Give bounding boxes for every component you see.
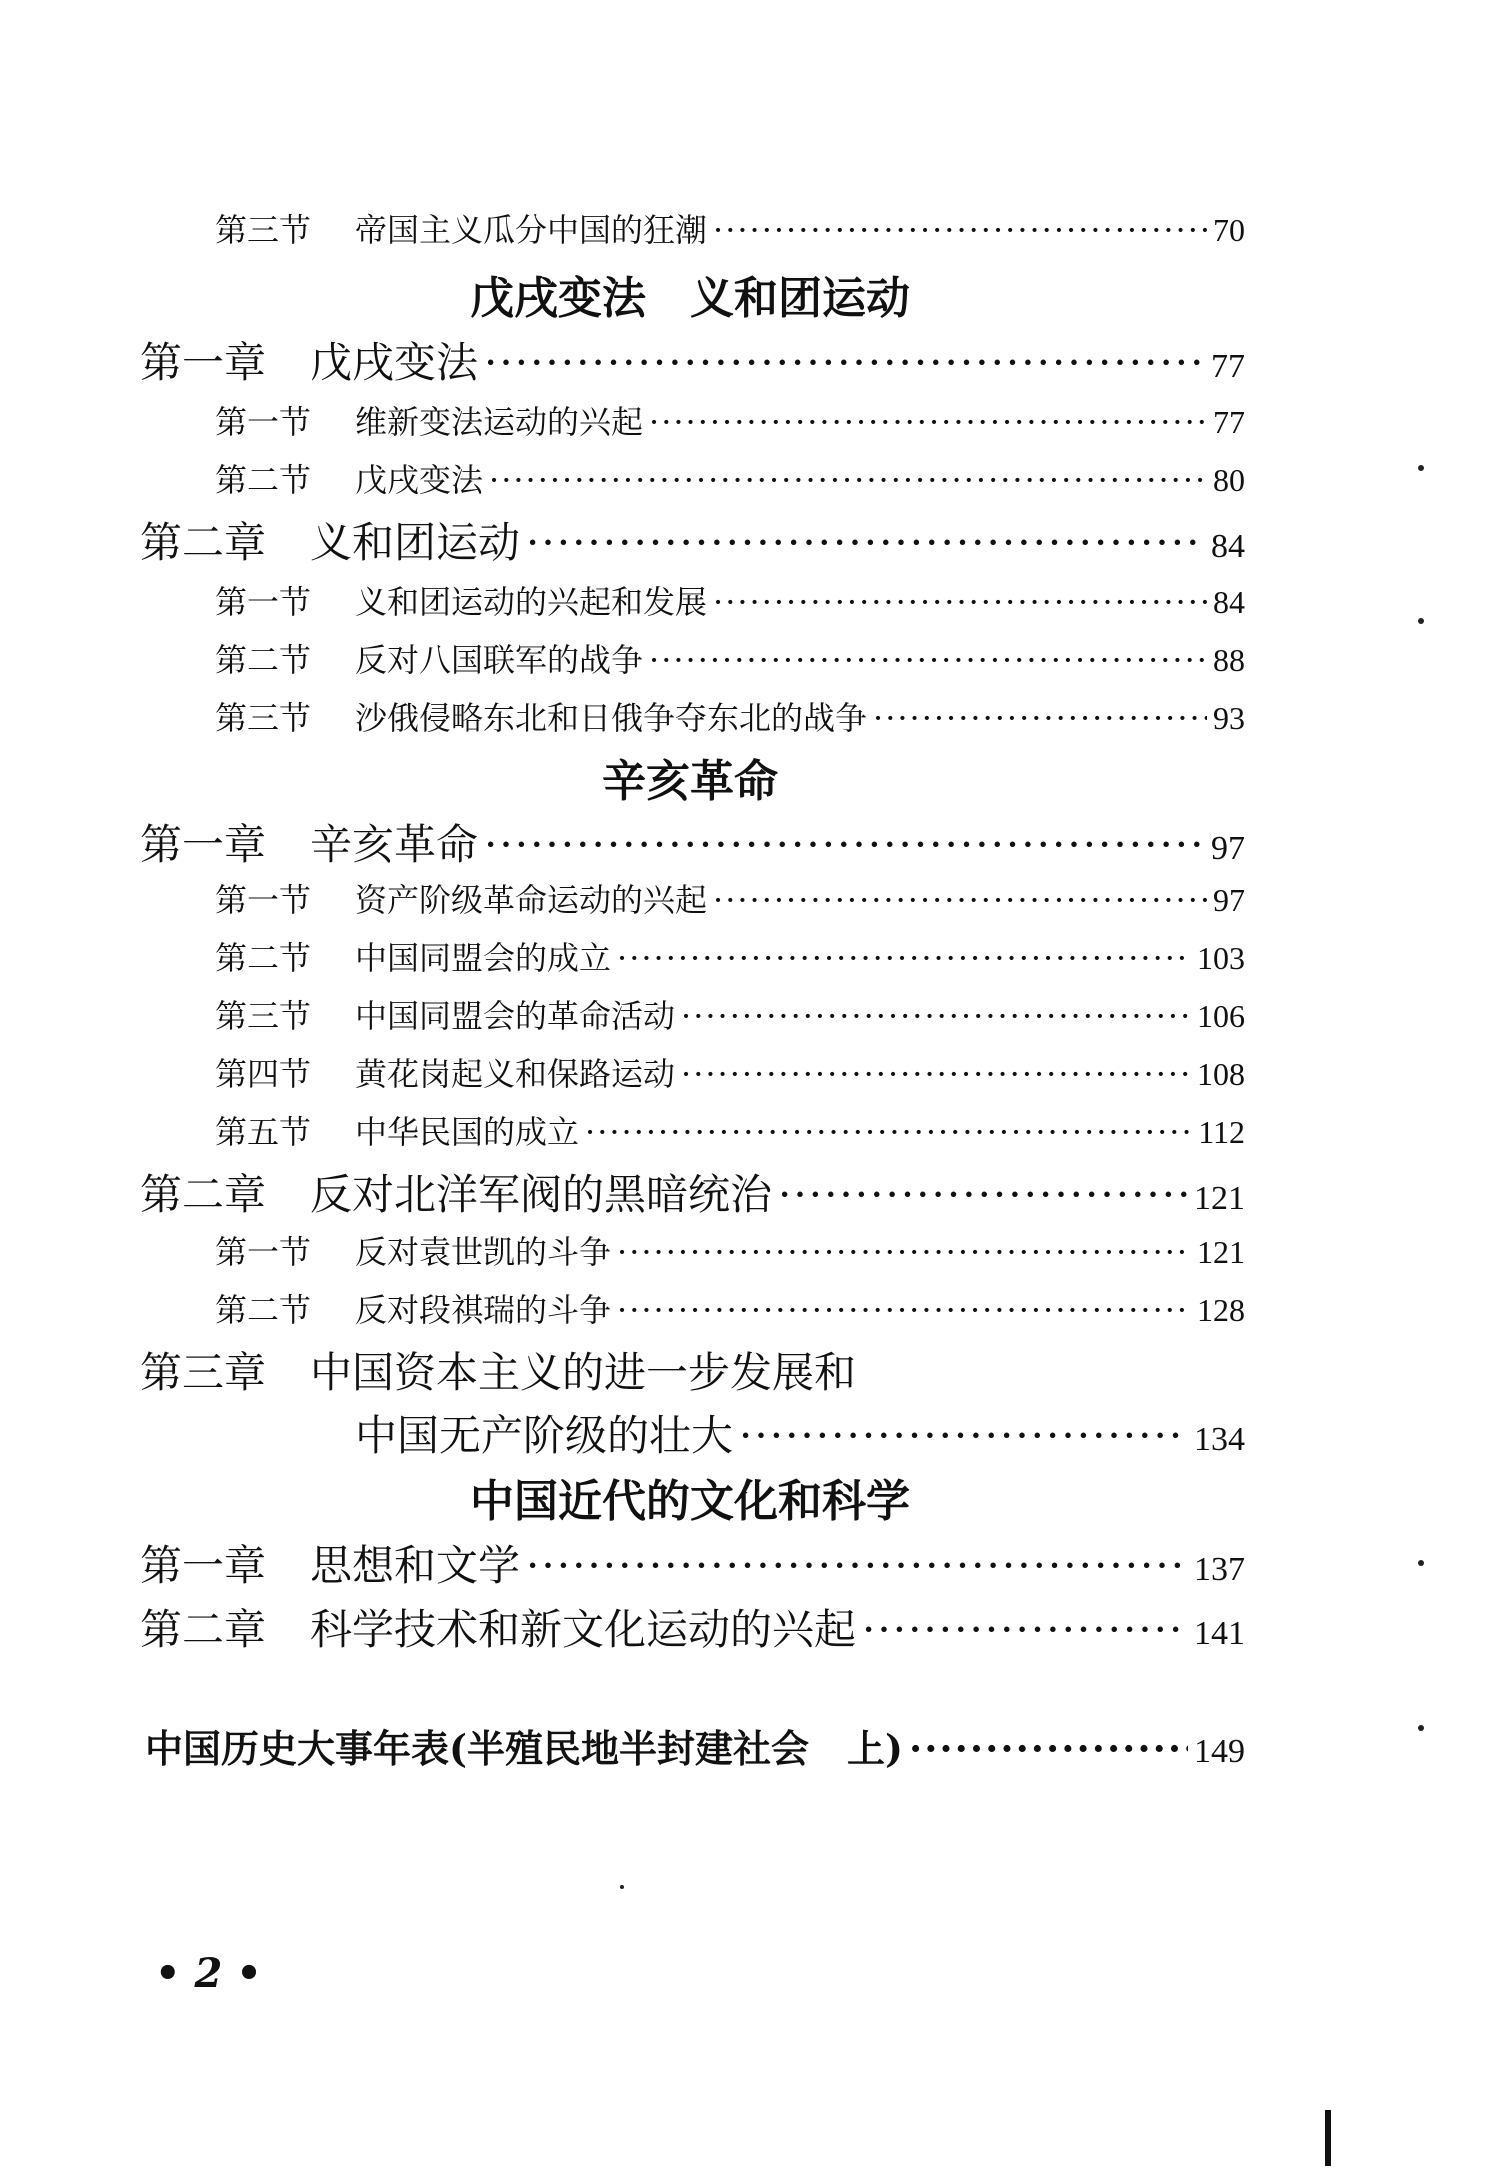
chapter-label: 第二章 (140, 1170, 267, 1219)
page-ref: 77 (1213, 404, 1245, 440)
section-title: 反对八国联军的战争 (355, 641, 644, 679)
scan-speck (1418, 618, 1424, 624)
toc-section-entry (215, 1227, 1245, 1273)
page-ref: 134 (1194, 1421, 1245, 1458)
section-label: 第一节 (215, 403, 312, 441)
page-ref: 80 (1213, 462, 1245, 498)
section-title: 反对袁世凯的斗争 (355, 1233, 612, 1271)
page-ref: 84 (1213, 584, 1245, 620)
page-ref: 121 (1197, 1234, 1245, 1270)
toc-chapter-entry-continued (355, 1403, 1245, 1463)
chapter-title-line-2: 中国无产阶级的壮大 (355, 1411, 734, 1460)
page-ref: 106 (1197, 998, 1245, 1034)
leader-dots (778, 1170, 1188, 1219)
section-label: 第二节 (215, 641, 312, 679)
toc-section-entry (215, 693, 1245, 739)
section-title: 戊戌变法 (355, 461, 484, 499)
leader-dots (484, 820, 1205, 869)
section-title: 黄花岗起义和保路运动 (355, 1055, 676, 1093)
toc-chapter-entry (140, 330, 1245, 390)
page-ref: 77 (1211, 348, 1245, 385)
page-ref: 128 (1197, 1292, 1245, 1328)
chapter-title: 辛亥革命 (310, 820, 479, 869)
section-label: 第五节 (215, 1113, 312, 1151)
section-title: 义和团运动的兴起和发展 (355, 583, 708, 621)
toc-appendix-entry (145, 1718, 1245, 1773)
scan-speck (1418, 1725, 1424, 1731)
section-title: 中国同盟会的成立 (355, 939, 612, 977)
section-label: 第一节 (215, 583, 312, 621)
page-ref: 121 (1194, 1180, 1245, 1217)
section-label: 第三节 (215, 211, 312, 249)
page-ref: 70 (1213, 212, 1245, 248)
leader-dots (713, 583, 1207, 621)
chapter-title: 义和团运动 (310, 518, 521, 567)
section-title: 沙俄侵略东北和日俄争夺东北的战争 (355, 699, 868, 737)
toc-section-entry (215, 205, 1245, 251)
section-title: 中国同盟会的革命活动 (355, 997, 676, 1035)
toc-section-entry (215, 1285, 1245, 1331)
leader-dots (617, 939, 1191, 977)
toc-chapter-entry (140, 1597, 1245, 1657)
page-ref: 88 (1213, 642, 1245, 678)
leader-dots (649, 641, 1207, 679)
toc-chapter-entry (140, 1533, 1245, 1593)
leader-dots (713, 881, 1207, 919)
scan-edge-mark (1325, 2110, 1331, 2166)
toc-section-entry (215, 1049, 1245, 1095)
toc-section-entry (215, 933, 1245, 979)
page-ref: 97 (1211, 830, 1245, 867)
leader-dots (489, 461, 1207, 499)
leader-dots (713, 211, 1207, 249)
section-label: 第一节 (215, 1233, 312, 1271)
page-ref: 97 (1213, 882, 1245, 918)
part-heading: 中国近代的文化和科学 (470, 1476, 910, 1527)
section-label: 第一节 (215, 881, 312, 919)
chapter-label: 第二章 (140, 1605, 267, 1654)
section-label: 第二节 (215, 939, 312, 977)
leader-dots (585, 1113, 1192, 1151)
page-ref: 112 (1198, 1114, 1245, 1150)
toc-section-entry (215, 635, 1245, 681)
page-number: • 2 • (155, 1950, 262, 1997)
leader-dots (681, 1055, 1191, 1093)
section-label: 第三节 (215, 997, 312, 1035)
leader-dots (484, 338, 1205, 387)
section-title: 帝国主义瓜分中国的狂潮 (355, 211, 708, 249)
page-ref: 103 (1197, 940, 1245, 976)
toc-chapter-entry (140, 510, 1245, 570)
section-label: 第四节 (215, 1055, 312, 1093)
page-ref: 108 (1197, 1056, 1245, 1092)
leader-dots (909, 1726, 1188, 1771)
section-title: 中华民国的成立 (355, 1113, 580, 1151)
leader-dots (526, 1541, 1188, 1590)
page-ref: 149 (1194, 1733, 1245, 1770)
toc-chapter-entry (140, 1162, 1245, 1222)
part-heading: 辛亥革命 (602, 756, 778, 807)
chapter-title-line-1: 中国资本主义的进一步发展和 (310, 1348, 857, 1397)
appendix-title: 中国历史大事年表(半殖民地半封建社会 上) (145, 1726, 903, 1771)
leader-dots (873, 699, 1207, 737)
section-title: 维新变法运动的兴起 (355, 403, 644, 441)
chapter-title: 科学技术和新文化运动的兴起 (310, 1605, 857, 1654)
scan-speck (1418, 465, 1424, 471)
page-ref: 137 (1194, 1551, 1245, 1588)
chapter-label: 第一章 (140, 1541, 267, 1590)
leader-dots (649, 403, 1207, 441)
leader-dots (617, 1233, 1191, 1271)
toc-section-entry (215, 577, 1245, 623)
chapter-label: 第一章 (140, 338, 267, 387)
section-label: 第二节 (215, 1291, 312, 1329)
section-title: 反对段祺瑞的斗争 (355, 1291, 612, 1329)
leader-dots (526, 518, 1205, 567)
toc-section-entry (215, 991, 1245, 1037)
leader-dots (739, 1411, 1188, 1460)
scan-speck (620, 1885, 624, 1889)
leader-dots (681, 997, 1191, 1035)
page-ref: 93 (1213, 700, 1245, 736)
toc-section-entry (215, 397, 1245, 443)
chapter-label: 第一章 (140, 820, 267, 869)
leader-dots (617, 1291, 1191, 1329)
page-ref: 141 (1194, 1615, 1245, 1652)
scan-speck (1418, 1560, 1424, 1566)
chapter-title: 戊戌变法 (310, 338, 479, 387)
toc-section-entry (215, 875, 1245, 921)
chapter-title: 反对北洋军阀的黑暗统治 (310, 1170, 773, 1219)
toc-chapter-entry (140, 1340, 1245, 1400)
chapter-label: 第二章 (140, 518, 267, 567)
part-heading: 戊戌变法 义和团运动 (470, 273, 910, 324)
chapter-title: 思想和文学 (310, 1541, 521, 1590)
section-label: 第二节 (215, 461, 312, 499)
toc-chapter-entry (140, 812, 1245, 872)
chapter-label: 第三章 (140, 1348, 267, 1397)
section-title: 资产阶级革命运动的兴起 (355, 881, 708, 919)
leader-dots (862, 1605, 1188, 1654)
section-label: 第三节 (215, 699, 312, 737)
toc-section-entry (215, 455, 1245, 501)
toc-section-entry (215, 1107, 1245, 1153)
page-ref: 84 (1211, 528, 1245, 565)
